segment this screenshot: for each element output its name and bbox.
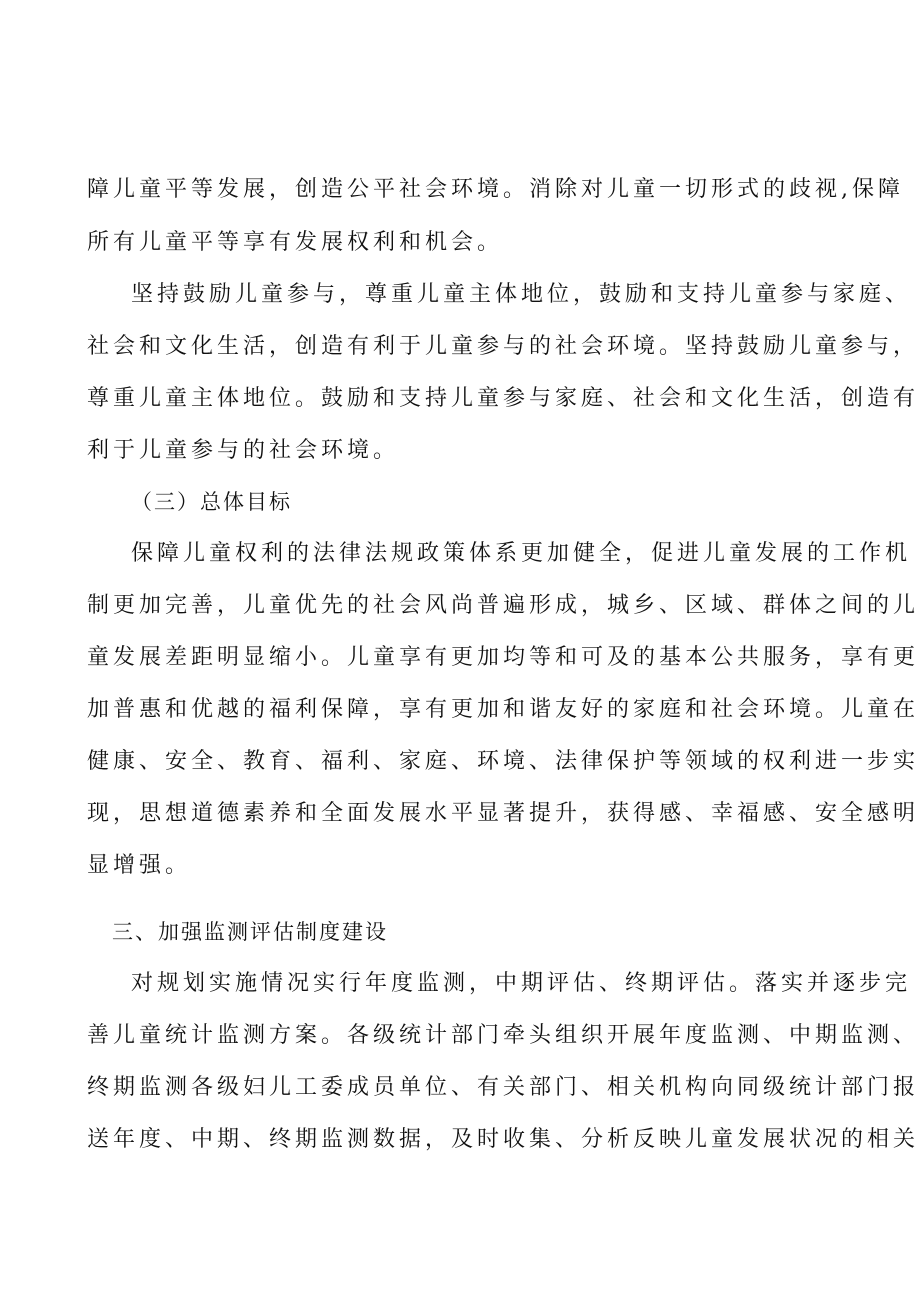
text-line: 利于儿童参与的社会环境。 (87, 438, 400, 463)
paragraph-first-line: 坚持鼓励儿童参与，尊重儿童主体地位，鼓励和支持儿童参与家庭、 (131, 282, 912, 307)
text-line: 社会和文化生活，创造有利于儿童参与的社会环境。坚持鼓励儿童参与， (87, 334, 920, 359)
text-line: 加普惠和优越的福利保障，享有更加和谐友好的家庭和社会环境。儿童在 (87, 697, 920, 722)
section-subheading: （三）总体目标 (131, 490, 292, 514)
paragraph-first-line: 对规划实施情况实行年度监测，中期评估、终期评估。落实并逐步完 (131, 971, 912, 996)
text-line: 尊重儿童主体地位。鼓励和支持儿童参与家庭、社会和文化生活，创造有 (87, 386, 920, 411)
text-line: 障儿童平等发展，创造公平社会环境。消除对儿童一切形式的歧视,保障 (87, 177, 904, 202)
text-line: 显增强。 (87, 853, 192, 878)
section-heading: 三、加强监测评估制度建设 (112, 920, 388, 944)
paragraph-first-line: 保障儿童权利的法律法规政策体系更加健全，促进儿童发展的工作机 (131, 541, 912, 566)
text-line: 终期监测各级妇儿工委成员单位、有关部门、相关机构向同级统计部门报 (87, 1075, 920, 1100)
text-line: 制更加完善，儿童优先的社会风尚普遍形成，城乡、区域、群体之间的儿 (87, 593, 920, 618)
text-line: 健康、安全、教育、福利、家庭、环境、法律保护等领域的权利进一步实 (87, 749, 920, 774)
text-line: 善儿童统计监测方案。各级统计部门牵头组织开展年度监测、中期监测、 (87, 1023, 920, 1048)
text-line: 送年度、中期、终期监测数据，及时收集、分析反映儿童发展状况的相关 (87, 1127, 920, 1152)
text-line: 现，思想道德素养和全面发展水平显著提升，获得感、幸福感、安全感明 (87, 801, 920, 826)
text-line: 所有儿童平等享有发展权利和机会。 (87, 230, 504, 255)
text-line: 童发展差距明显缩小。儿童享有更加均等和可及的基本公共服务，享有更 (87, 645, 920, 670)
